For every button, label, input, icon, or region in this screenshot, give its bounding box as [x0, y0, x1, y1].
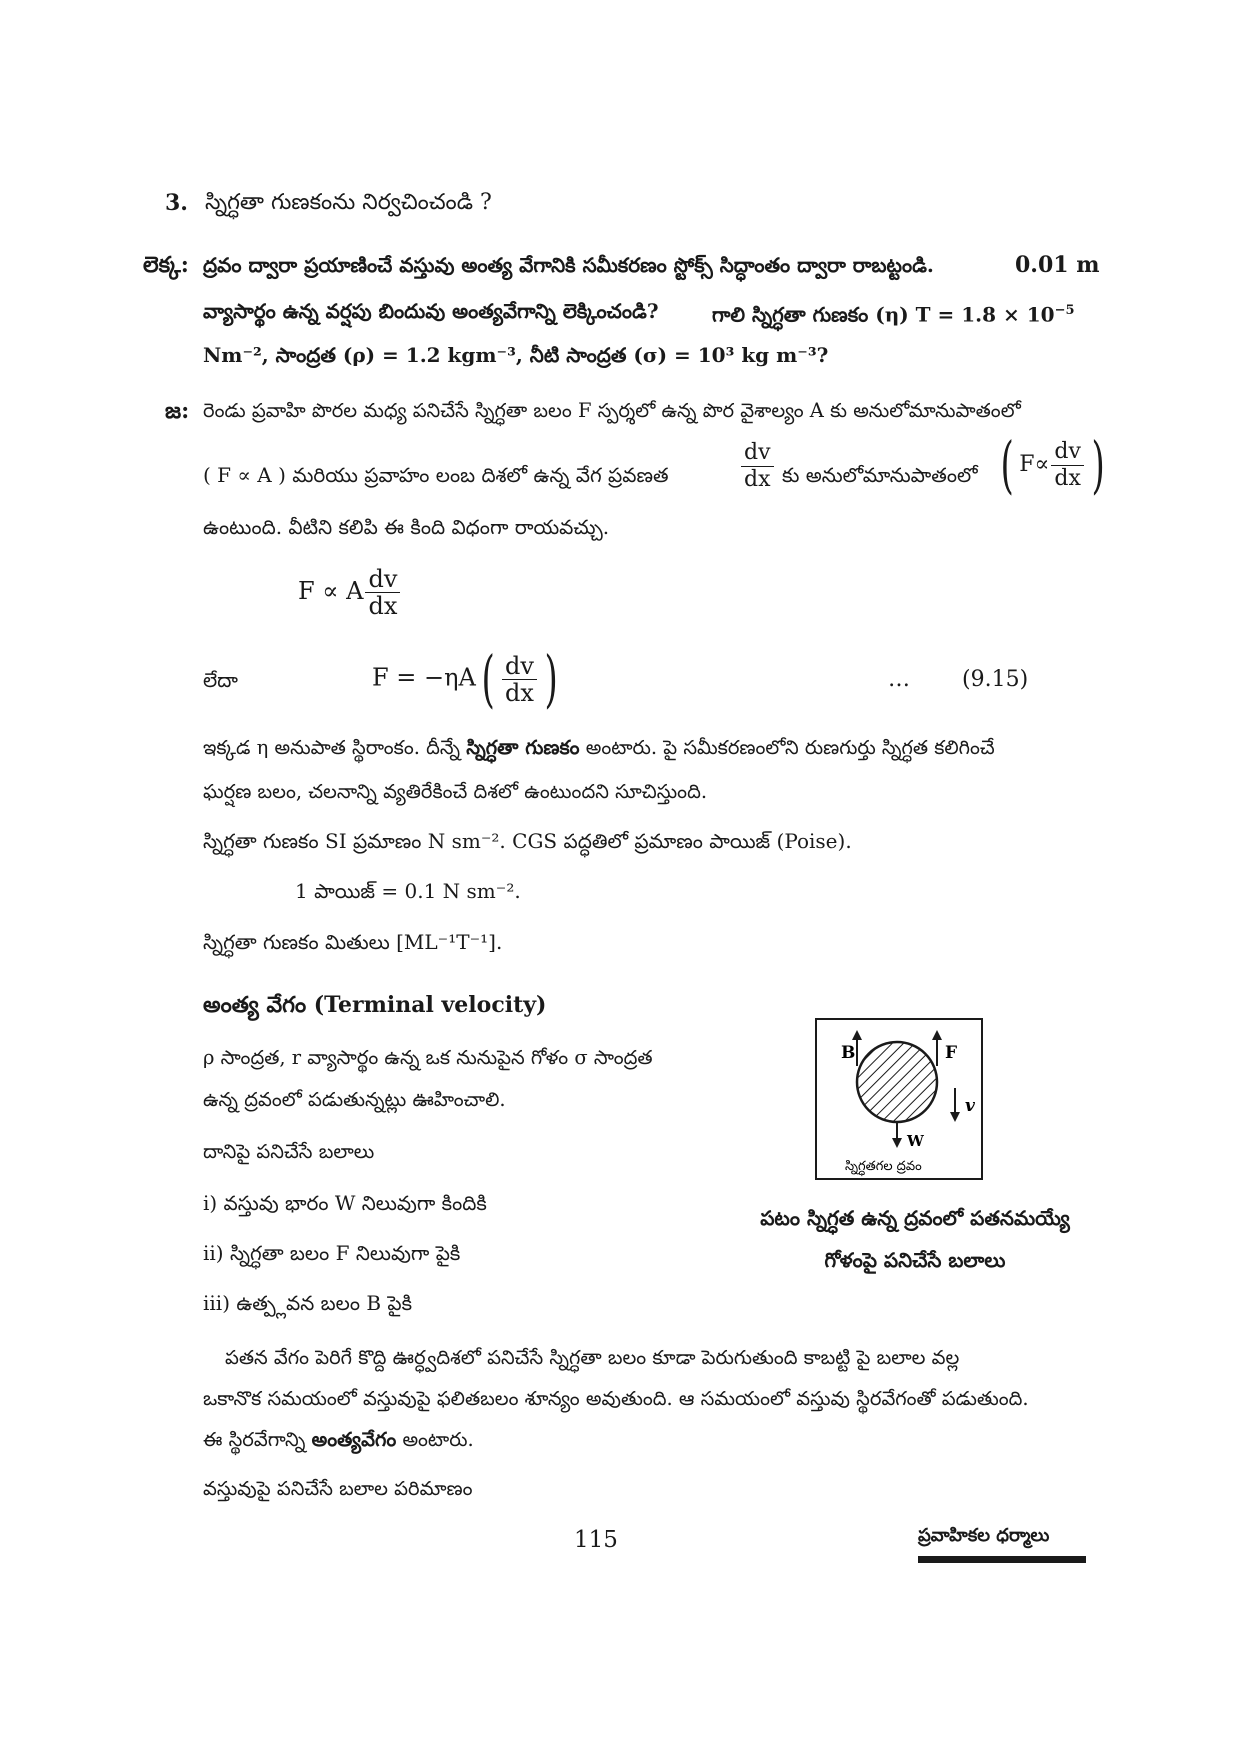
- label-v: v: [965, 1096, 975, 1116]
- para2-line-2: ఒకానొక సమయంలో వస్తువుపై ఫలితబలం శూన్యం అవుతుంది. ఆ సమయంలో వస్తువు స్థిరవేగంతో పడుతుంది.: [203, 1387, 1029, 1410]
- equation-dots: …: [888, 667, 910, 692]
- label-b: B: [841, 1043, 856, 1063]
- problem-line-2a: వ్యాసార్థం ఉన్న వర్షపు బిందువు అంత్యవేగాన్ని లెక్కించండి?: [203, 299, 659, 323]
- figure-caption-line-1: పటం స్నిగ్ధత ఉన్న ద్రవంలో పతనమయ్యే: [760, 1206, 1070, 1230]
- problem-value-diameter: 0.01 m: [1015, 252, 1100, 278]
- equation-1-lhs: F ∝ A: [298, 577, 364, 605]
- para1-term-viscosity: స్నిగ్ధతా గుణకం: [466, 736, 580, 759]
- para2-line-3: [203, 1425, 474, 1455]
- problem-line-2b-text: గాలి స్నిగ్ధతా గుణకం (η) T = 1.8 × 10: [712, 302, 1055, 327]
- fraction-numerator-2: dv: [1051, 439, 1084, 466]
- para2-term-terminal: అంత్యవేగం: [311, 1428, 397, 1451]
- problem-line-1: ద్రవం ద్వారా ప్రయాణించే వస్తువు అంత్య వేగానికి సమీకరణం స్టోక్స్ సిద్ధాంతం ద్వారా రాబట్టండి.: [203, 253, 934, 277]
- terminal-line-3: దానిపై పనిచేసే బలాలు: [203, 1140, 375, 1163]
- fraction-denominator: dx: [744, 467, 771, 492]
- falling-sphere-diagram: [815, 1018, 985, 1184]
- equation-1: [298, 566, 406, 619]
- footer-rule: [918, 1556, 1086, 1563]
- terminal-line-2: ఉన్న ద్రవంలో పడుతున్నట్లు ఊహించాలి.: [203, 1088, 506, 1111]
- page-number: 115: [574, 1527, 618, 1553]
- para1-line-1: [203, 733, 995, 763]
- answer-line-3: ఉంటుంది. వీటిని కలిపి ఈ కింది విధంగా రాయవచ్చు.: [203, 515, 610, 539]
- equation-2-lhs: F = −ηA: [372, 663, 476, 692]
- eq1-denominator: dx: [368, 592, 398, 620]
- problem-label: లెక్క:: [143, 252, 189, 278]
- para2-line-3b: అంటారు.: [402, 1428, 474, 1451]
- proportional-expression: ( F∝ $\frac{dv}{dx}$ ): [1000, 428, 1105, 501]
- eq2-numerator: dv: [502, 653, 537, 680]
- problem-line-2b: [712, 296, 1075, 330]
- label-fluid: స్నిగ్ధతగల ద్రవం: [845, 1159, 922, 1174]
- terminal-heading: అంత్య వేగం (Terminal velocity): [203, 992, 547, 1018]
- question-number: 3.: [165, 190, 188, 216]
- para1-line-2: ఘర్షణ బలం, చలనాన్ని వ్యతిరేకించే దిశలో ఉంటుందని సూచిస్తుంది.: [203, 780, 708, 803]
- eq1-numerator: dv: [365, 566, 400, 593]
- units-si: స్నిగ్ధతా గుణకం SI ప్రమాణం N sm⁻². CGS పద్ధతిలో ప్రమాణం పాయిజ్ (Poise).: [203, 829, 852, 853]
- force-item-viscous: ii) స్నిగ్ధతా బలం F నిలువుగా పైకి: [203, 1241, 461, 1265]
- answer-line-2b: కు అనులోమానుపాతంలో: [782, 463, 978, 487]
- buoyant-arrowhead: [852, 1030, 862, 1040]
- force-item-buoyant: iii) ఉత్ప్లవన బలం B పైకి: [203, 1291, 413, 1315]
- sphere: [857, 1042, 937, 1122]
- label-w: W: [907, 1132, 924, 1150]
- problem-line-2-exponent: −5: [1054, 303, 1075, 318]
- fraction-numerator: dv: [741, 440, 774, 467]
- viscous-arrowhead: [932, 1030, 942, 1040]
- velocity-gradient-fraction: [735, 440, 780, 493]
- label-f: F: [945, 1043, 958, 1063]
- equation-number: (9.15): [962, 667, 1029, 692]
- problem-line-3: Nm⁻², సాంద్రత (ρ) = 1.2 kgm⁻³, నీటి సాంద్రత (σ) = 10³ kg m⁻³?: [203, 343, 829, 367]
- answer-label: జ:: [165, 398, 190, 424]
- f-prop-symbol: F∝: [1019, 452, 1050, 477]
- figure-caption-line-2: గోళంపై పనిచేసే బలాలు: [824, 1248, 1006, 1272]
- fraction-denominator-2: dx: [1054, 465, 1081, 491]
- equation-2: F = −ηA( $\frac{dv}{dx}$ ): [372, 642, 558, 715]
- para1-line-1b: అంటారు. పై సమీకరణంలోని రుణగుర్తు స్నిగ్ధత కలిగించే: [585, 736, 995, 759]
- force-item-weight: i) వస్తువు భారం W నిలువుగా కిందికి: [203, 1191, 487, 1215]
- para2-line-4: వస్తువుపై పనిచేసే బలాల పరిమాణం: [203, 1477, 473, 1500]
- para2-line-1: పతన వేగం పెరిగే కొద్ది ఊర్ధ్వదిశలో పనిచేసే స్నిగ్ధతా బలం కూడా పెరుగుతుంది కాబట్టి పై బలాల వల్ల: [225, 1346, 960, 1369]
- velocity-arrowhead: [950, 1112, 960, 1122]
- weight-arrowhead: [892, 1138, 902, 1148]
- para2-line-3a: ఈ స్థిరవేగాన్ని: [203, 1428, 306, 1451]
- para1-line-1a: ఇక్కడ η అనుపాత స్థిరాంకం. దీన్నే: [203, 736, 460, 759]
- units-poise: 1 పాయిజ్ = 0.1 N sm⁻².: [295, 879, 521, 903]
- question-text: స్నిగ్ధతా గుణకంను నిర్వచించండి ?: [205, 190, 492, 215]
- or-label: లేదా: [203, 668, 238, 692]
- units-dimensions: స్నిగ్ధతా గుణకం మితులు [ML⁻¹T⁻¹].: [203, 930, 503, 954]
- chapter-title: ప్రవాహికల ధర్మాలు: [918, 1525, 1050, 1546]
- answer-line-1: రెండు ప్రవాహి పొరల మధ్య పనిచేసే స్నిగ్ధతా బలం F స్పర్శలో ఉన్న పొర వైశాల్యం A కు అనులోమానుపాతంలో: [203, 399, 1021, 422]
- answer-line-2a: ( F ∝ A ) మరియు ప్రవాహం లంబ దిశలో ఉన్న వేగ ప్రవణత: [203, 463, 669, 487]
- terminal-line-1: ρ సాంద్రత, r వ్యాసార్థం ఉన్న ఒక నునుపైన గోళం σ సాంద్రత: [203, 1046, 653, 1069]
- eq2-denominator: dx: [505, 678, 534, 707]
